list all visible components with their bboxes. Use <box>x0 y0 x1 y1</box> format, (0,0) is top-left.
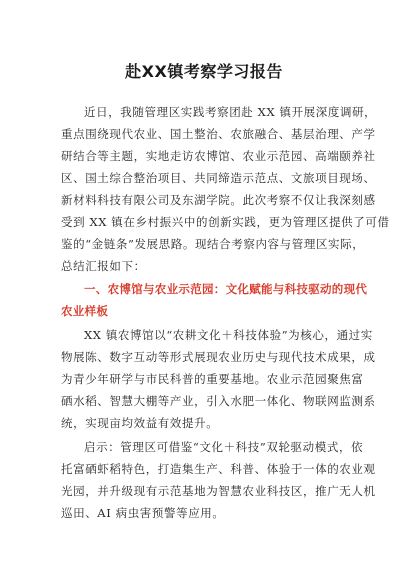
intro-line: 研结合等主题，实地走访农博馆、农业示范园、高端颐养社 <box>61 149 376 163</box>
body-line: 托富硒虾稻特色，打造集生产、科普、体验于一体的农业观 <box>61 462 376 476</box>
intro-line: 鉴的“金链条”发展思路。现结合考察内容与管理区实际， <box>61 237 365 251</box>
body-line: 为青少年研学与市民科普的重要基地。农业示范园聚焦富 <box>61 372 364 386</box>
body-line: 巡田、AI 病虫害预警等应用。 <box>61 506 225 520</box>
section-heading: 一、农博馆与农业示范园：文化赋能与科技驱动的现代 <box>84 282 368 296</box>
intro-line: 新材料科技有限公司及东湖学院。此次考察不仅让我深刻感 <box>61 193 376 207</box>
body-line: 硒水稻、智慧大棚等产业，引入水肥一体化、物联网监测系 <box>61 394 376 408</box>
body-line: 统，实现亩均效益有效提升。 <box>61 416 219 430</box>
intro-line: 总结汇报如下： <box>61 259 146 273</box>
body-line: 启示：管理区可借鉴“文化＋科技”双轮驱动模式，依 <box>84 440 364 454</box>
body-line: 光园，并升级现有示范基地为智慧农业科技区，推广无人机 <box>61 484 376 498</box>
intro-line: 近日，我随管理区实践考察团赴 XX 镇开展深度调研， <box>84 105 377 119</box>
intro-line: 区、国土综合整治项目、共同缔造示范点、文旅项目现场、 <box>61 171 376 185</box>
section-heading: 农业样板 <box>61 304 109 318</box>
body-line: XX 镇农博馆以“农耕文化＋科技体验”为核心，通过实 <box>84 328 373 342</box>
body-line: 物展陈、数字互动等形式展现农业历史与现代技术成果，成 <box>61 350 376 364</box>
intro-line: 重点围绕现代农业、国土整治、农旅融合、基层治理、产学 <box>61 127 376 141</box>
document-title: 赴XX镇考察学习报告 <box>125 62 283 81</box>
intro-line: 受到 XX 镇在乡村振兴中的创新实践，更为管理区提供了可借 <box>61 215 390 229</box>
